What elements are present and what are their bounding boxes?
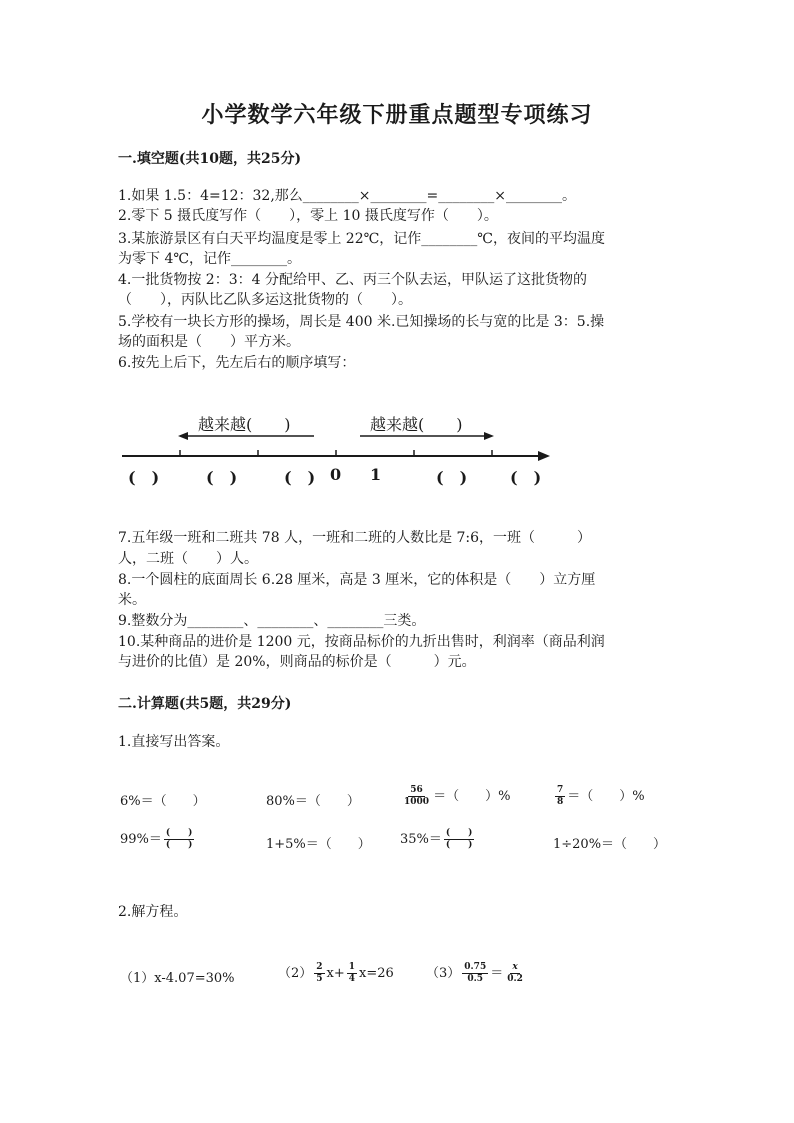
left-arrow-label: 越来越( ) bbox=[198, 415, 291, 434]
calc-text: 99%＝ bbox=[120, 832, 162, 847]
calc-text: ＝（ ）% bbox=[433, 789, 511, 804]
question-line: 人，二班（ ）人。 bbox=[118, 551, 258, 567]
question-line: 3.某旅游景区有白天平均温度是零上 22℃，记作________℃，夜间的平均温度 bbox=[118, 231, 605, 247]
calc-item bbox=[400, 785, 510, 808]
question-line: 与进价的比值）是 20%，则商品的标价是（ ）元。 bbox=[118, 654, 476, 670]
question-line: 8.一个圆柱的底面周长 6.28 厘米，高是 3 厘米，它的体积是（ ）立方厘 bbox=[118, 572, 596, 588]
right-arrow-label: 越来越( ) bbox=[370, 415, 463, 434]
denominator: 0.5 bbox=[467, 974, 484, 984]
question-line: 为零下 4℃，记作________。 bbox=[118, 251, 302, 267]
numerator: 7 bbox=[557, 785, 564, 795]
tick-label: ( ) bbox=[128, 468, 160, 487]
question-line: 场的面积是（ ）平方米。 bbox=[118, 334, 300, 350]
right-arrow-head bbox=[484, 432, 494, 440]
question-line: 5.学校有一块长方形的操场，周长是 400 米.已知操场的长与宽的比是 3：5.操 bbox=[118, 314, 605, 330]
page-title: 小学数学六年级下册重点题型专项练习 bbox=[201, 102, 593, 128]
numerator: x bbox=[512, 962, 518, 972]
equation-prefix: （2） bbox=[278, 966, 313, 981]
denominator: 0.2 bbox=[507, 974, 523, 984]
fraction bbox=[555, 785, 565, 808]
equation-prefix: （3） bbox=[426, 966, 461, 981]
equation bbox=[426, 962, 527, 985]
calc-item bbox=[553, 785, 645, 808]
section1-heading: 一.填空题(共10题，共25分) bbox=[118, 151, 302, 167]
calc-item: 1+5%＝（ ） bbox=[266, 837, 371, 852]
numerator: 0.75 bbox=[464, 962, 487, 972]
question-line: （ ），丙队比乙队多运这批货物的（ ）。 bbox=[118, 292, 412, 308]
denominator: ( ) bbox=[445, 840, 473, 850]
question-line: 1.如果 1.5：4=12：32,那么________×________=________×________。 bbox=[118, 188, 576, 204]
denominator: 4 bbox=[348, 974, 356, 984]
question-line: 米。 bbox=[118, 592, 146, 608]
numerator: ( ) bbox=[445, 828, 473, 838]
question-line: 9.整数分为________、________、________三类。 bbox=[118, 613, 426, 629]
equation: （1）x-4.07=30% bbox=[120, 971, 235, 986]
equation-text: x+ bbox=[326, 966, 345, 981]
calc-text: 35%＝ bbox=[400, 832, 442, 847]
numerator: ( ) bbox=[165, 828, 193, 838]
question-line: 7.五年级一班和二班共 78 人，一班和二班的人数比是 7:6，一班（ ） bbox=[118, 530, 592, 546]
left-arrow-head bbox=[178, 432, 188, 440]
question-line: 2.解方程。 bbox=[118, 904, 188, 920]
fraction bbox=[462, 962, 488, 985]
tick-label: ( ) bbox=[206, 468, 238, 487]
fraction bbox=[164, 828, 195, 851]
denominator: 5 bbox=[316, 974, 323, 984]
question-line: 4.一批货物按 2：3：4 分配给甲、乙、丙三个队去运，甲队运了这批货物的 bbox=[118, 272, 587, 288]
calc-item bbox=[400, 828, 476, 851]
fraction bbox=[347, 962, 357, 985]
calc-text: ＝（ ）% bbox=[567, 789, 645, 804]
fraction bbox=[314, 962, 324, 985]
numerator: 56 bbox=[410, 785, 423, 795]
question-line: 2.零下 5 摄氏度写作（ ），零上 10 摄氏度写作（ ）。 bbox=[118, 208, 498, 224]
section2-heading: 二.计算题(共5题，共29分) bbox=[118, 696, 292, 712]
calc-item: 6%＝（ ） bbox=[120, 794, 206, 809]
calc-item: 1÷20%＝（ ） bbox=[553, 837, 667, 852]
tick-label-one: 1 bbox=[370, 465, 382, 484]
question-line: 6.按先上后下，先左后右的顺序填写： bbox=[118, 355, 356, 371]
axis-arrow-head bbox=[538, 451, 550, 461]
tick-label-zero: 0 bbox=[330, 465, 342, 484]
numerator: 2 bbox=[316, 962, 323, 972]
fraction bbox=[444, 828, 475, 851]
numerator: 1 bbox=[348, 962, 356, 972]
tick-label: ( ) bbox=[436, 468, 468, 487]
fraction bbox=[402, 785, 431, 808]
denominator: ( ) bbox=[165, 840, 193, 850]
equation bbox=[278, 962, 394, 985]
calc-item: 80%＝（ ） bbox=[266, 794, 360, 809]
tick-label: ( ) bbox=[510, 468, 542, 487]
question-line: 1.直接写出答案。 bbox=[118, 734, 230, 750]
equation-text: x=26 bbox=[359, 966, 394, 981]
fraction bbox=[505, 962, 525, 985]
calc-item bbox=[120, 828, 196, 851]
question-line: 10.某种商品的进价是 1200 元，按商品标价的九折出售时，利润率（商品利润 bbox=[118, 634, 605, 650]
tick-label: ( ) bbox=[284, 468, 316, 487]
denominator: 8 bbox=[557, 797, 564, 807]
denominator: 1000 bbox=[404, 797, 430, 807]
equals-sign: ＝ bbox=[490, 966, 504, 981]
